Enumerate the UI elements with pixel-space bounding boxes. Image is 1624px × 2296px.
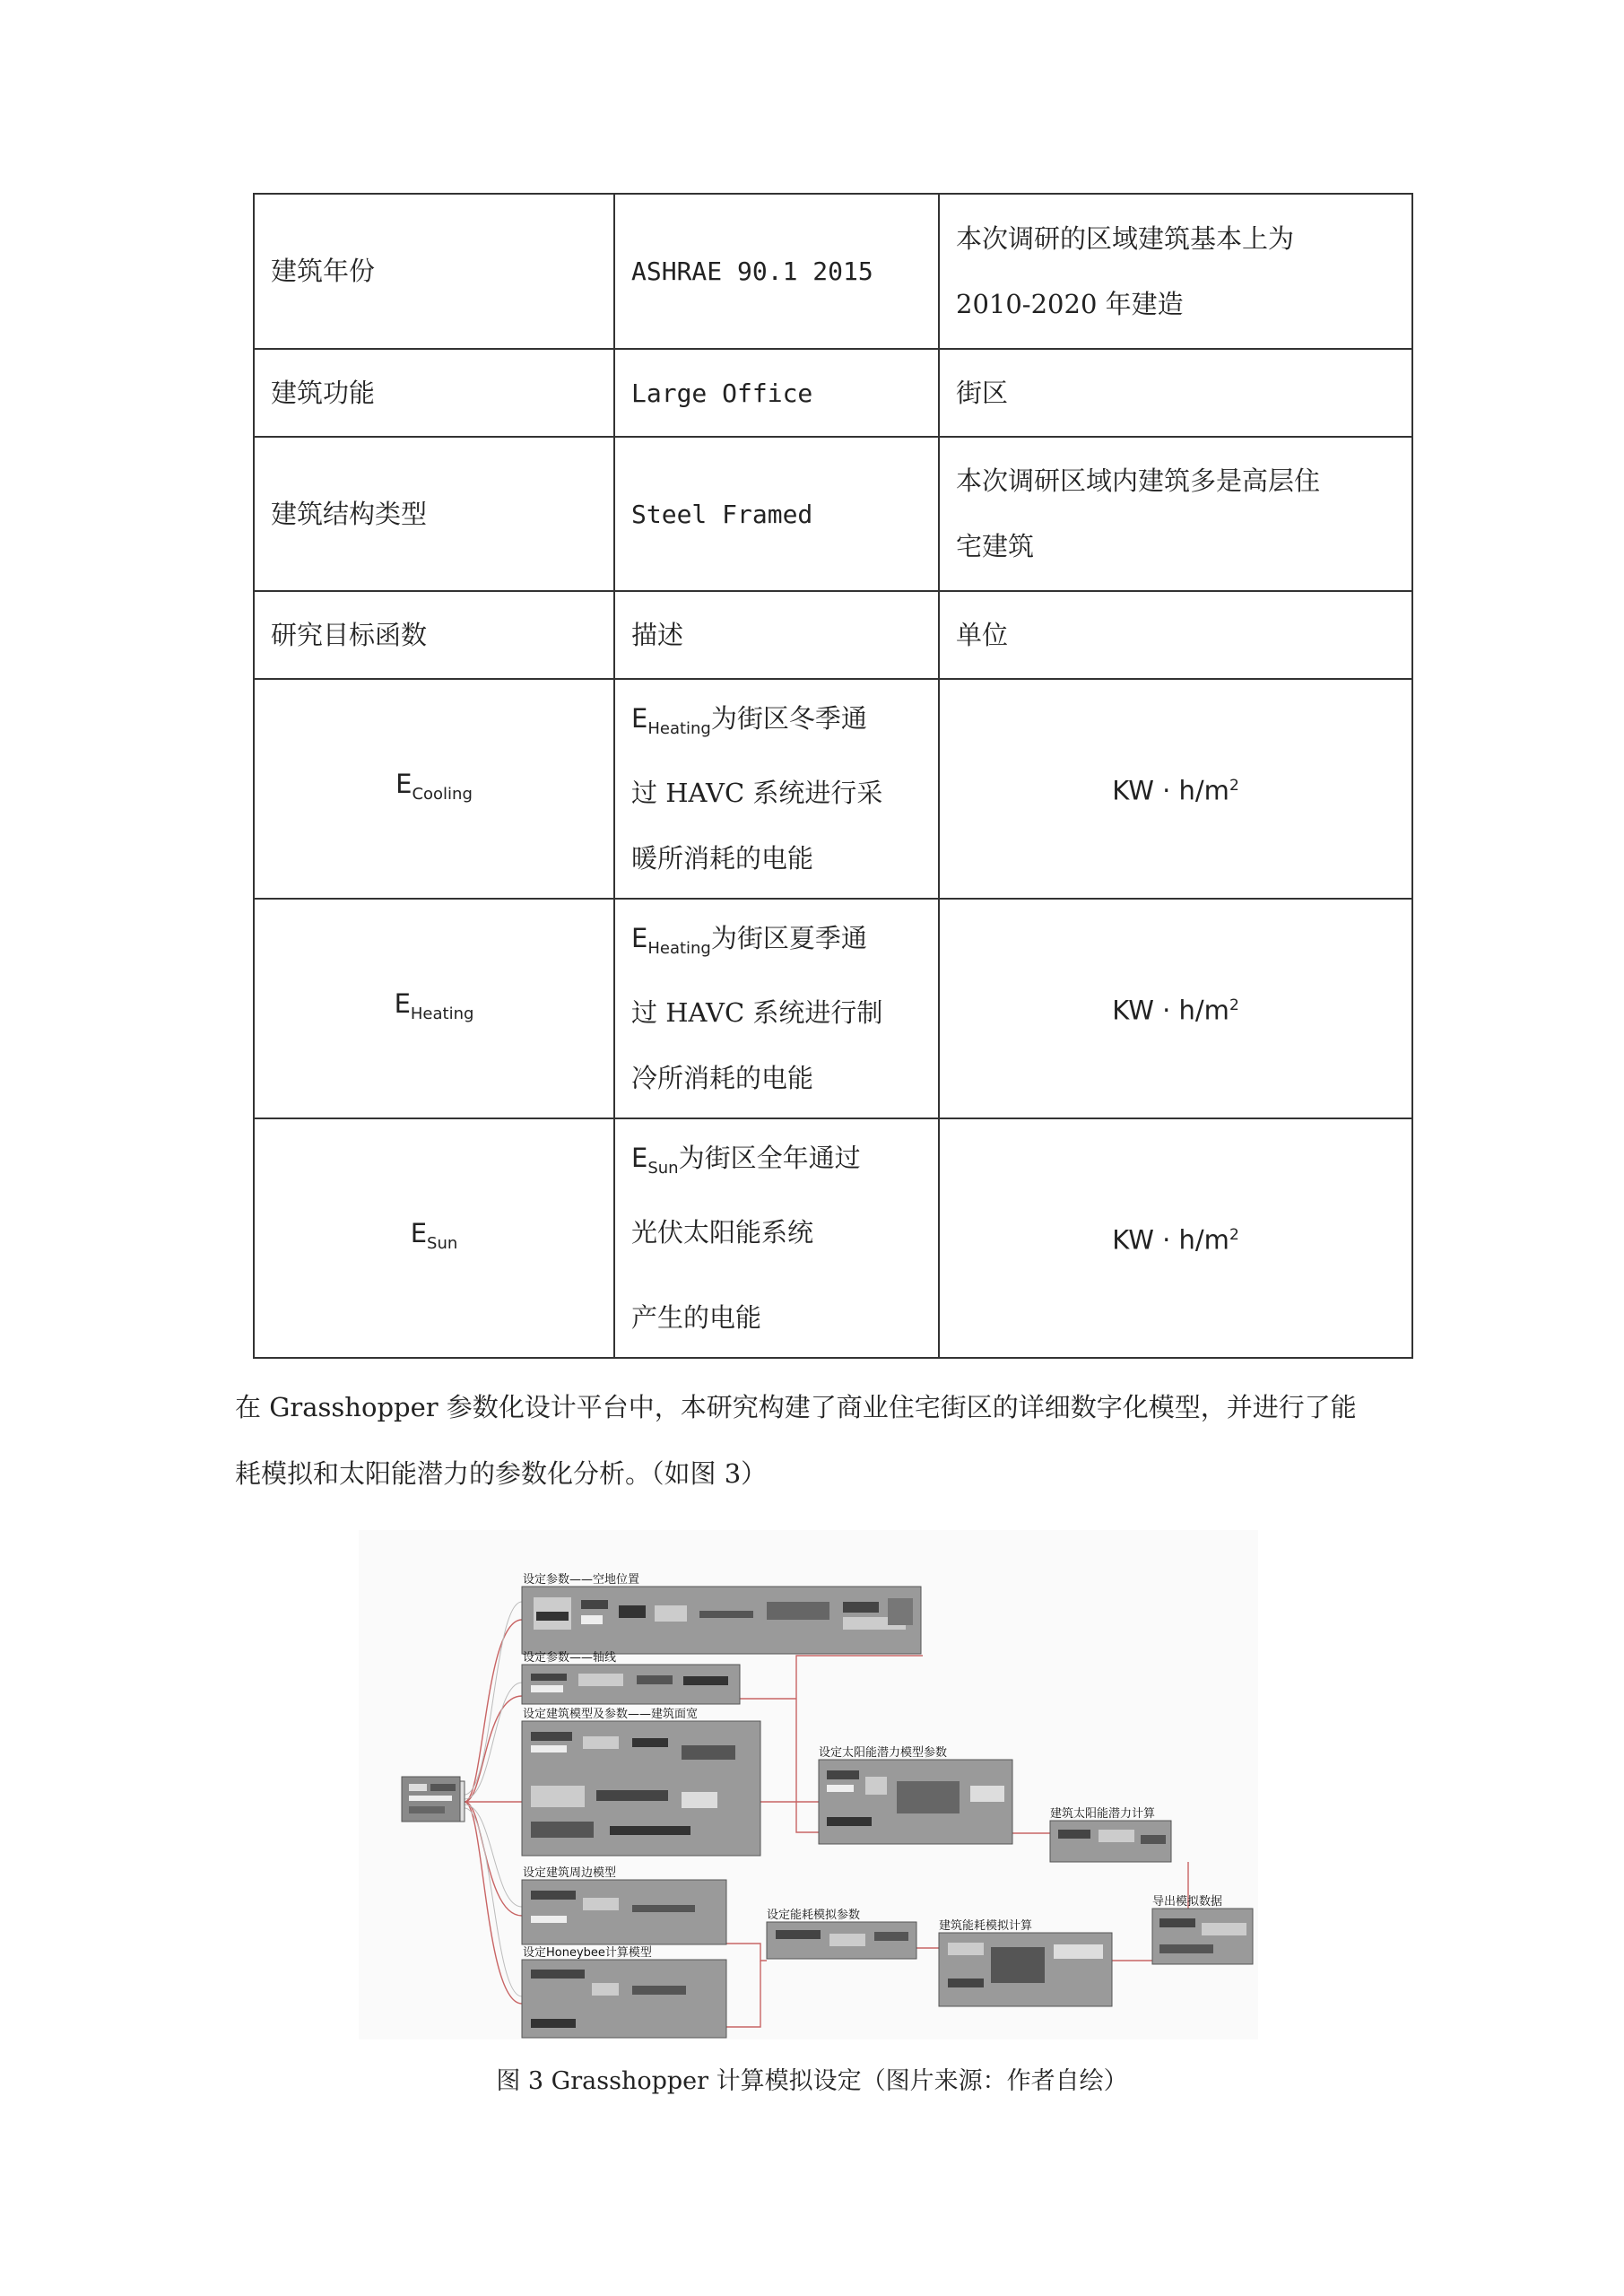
svg-text:设定Honeybee计算模型: 设定Honeybee计算模型 [523, 1946, 652, 1960]
cell-line: 宅建筑 [956, 531, 1035, 561]
group-solar-calc [1050, 1806, 1171, 1862]
objective-unit: KW · $h/m^2$ [939, 679, 1412, 899]
table-row [254, 194, 1412, 349]
cell-line: 光伏太阳能系统 [631, 1217, 814, 1248]
cell-line: $E_{Heating}$为街区夏季通 [631, 922, 867, 958]
cell-line: 过 HAVC 系统进行采 [631, 778, 883, 809]
objective-symbol: $E_{Heating}$ [254, 899, 614, 1118]
cell-line: 过 HAVC 系统进行制 [631, 997, 883, 1029]
table-cell: 建筑年份 [254, 194, 614, 349]
table-cell [939, 194, 1412, 349]
table-row [254, 437, 1412, 591]
svg-text:设定建筑周边模型: 设定建筑周边模型 [523, 1866, 617, 1880]
data-table [253, 193, 1413, 1359]
table-cell: 街区 [939, 349, 1412, 437]
table-cell: 单位 [939, 591, 1412, 679]
svg-text:设定参数——轴线: 设定参数——轴线 [523, 1651, 617, 1665]
objective-symbol: $E_{Cooling}$ [254, 679, 614, 899]
body-paragraph [235, 1374, 1401, 1507]
group-building-model [522, 1707, 760, 1856]
objective-description [614, 679, 939, 899]
cell-line: 2010-2020 年建造 [956, 288, 1184, 319]
objective-unit: KW · $h/m^2$ [939, 899, 1412, 1118]
paragraph-line: 在 Grasshopper 参数化设计平台中，本研究构建了商业住宅街区的详细数字化模型，并进行了能 [235, 1392, 1357, 1422]
svg-text:设定能耗模拟参数: 设定能耗模拟参数 [767, 1909, 861, 1922]
cell-line: $E_{Heating}$为街区冬季通 [631, 702, 867, 738]
objective-symbol: $E_{Sun}$ [254, 1118, 614, 1358]
table-cell: 建筑结构类型 [254, 437, 614, 591]
svg-text:建筑能耗模拟计算: 建筑能耗模拟计算 [939, 1919, 1033, 1933]
table-cell: ASHRAE 90.1 2015 [614, 194, 939, 349]
figure-caption: 图 3 Grasshopper 计算模拟设定（图片来源：作者自绘） [496, 2067, 1128, 2095]
table-row [254, 591, 1412, 679]
grasshopper-diagram [359, 1530, 1258, 2039]
table-row [254, 679, 1412, 899]
svg-text:导出模拟数据: 导出模拟数据 [1152, 1895, 1223, 1909]
table-cell [939, 437, 1412, 591]
cell-line: 本次调研的区域建筑基本上为 [956, 222, 1295, 254]
svg-text:设定太阳能潜力模型参数: 设定太阳能潜力模型参数 [819, 1746, 948, 1760]
cell-line: 产生的电能 [631, 1302, 762, 1334]
objective-unit: KW · $h/m^2$ [939, 1118, 1412, 1358]
svg-text:设定参数——空地位置: 设定参数——空地位置 [523, 1573, 640, 1587]
cell-line: 暖所消耗的电能 [631, 843, 814, 874]
table-row [254, 349, 1412, 437]
table-row [254, 1118, 1412, 1358]
table-cell: 建筑功能 [254, 349, 614, 437]
objective-description [614, 1118, 939, 1358]
paragraph-line: 耗模拟和太阳能潜力的参数化分析。（如图 3） [235, 1458, 768, 1489]
table-cell: 描述 [614, 591, 939, 679]
table-cell: Large Office [614, 349, 939, 437]
table-cell: Steel Framed [614, 437, 939, 591]
cell-line: 冷所消耗的电能 [631, 1063, 814, 1094]
cell-line: $E_{Sun}$为街区全年通过 [631, 1142, 861, 1178]
objective-description [614, 899, 939, 1118]
group-solar-params [819, 1745, 1012, 1844]
table-row [254, 899, 1412, 1118]
svg-text:建筑太阳能潜力计算: 建筑太阳能潜力计算 [1050, 1807, 1156, 1821]
table-cell: 研究目标函数 [254, 591, 614, 679]
svg-text:设定建筑模型及参数——建筑面宽: 设定建筑模型及参数——建筑面宽 [523, 1708, 699, 1721]
cell-line: 本次调研区域内建筑多是高层住 [956, 465, 1321, 496]
